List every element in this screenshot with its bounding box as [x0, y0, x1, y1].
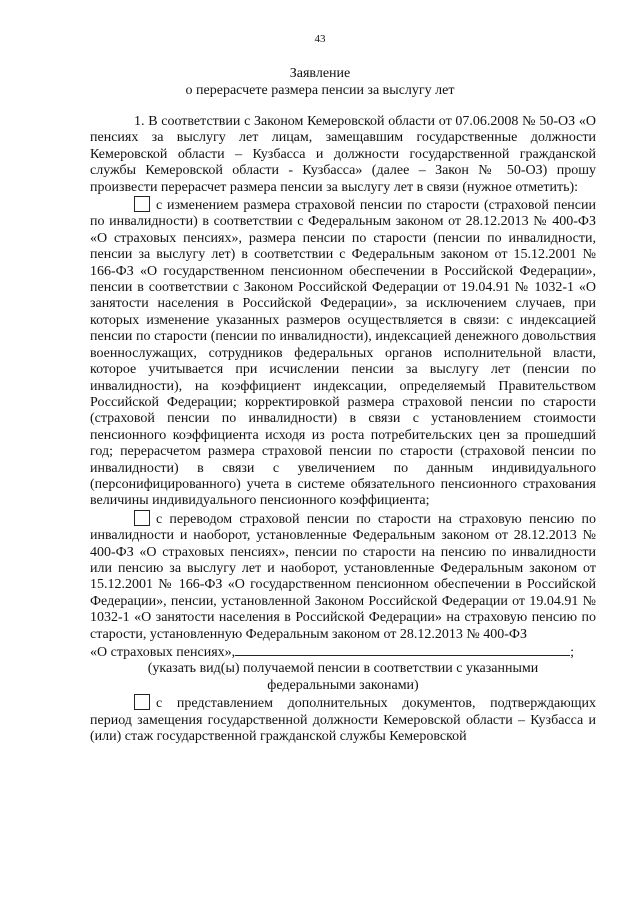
- option-1-text: с изменением размера страховой пенсии по старости (страховой пенсии по инвалидности) в соответствии с Федеральным законом от 28.12.2013 № 400-ФЗ «О страховых пенсиях», размера пенсии по старости (пенсии по инвалидности, пенсии за выслугу лет) в соответствии с Федеральным законом от 15.12.2001 № 166-ФЗ «О государственном пенсионном обеспечении в Российской Федерации», пенсии в соответствии с Законом Российской Федерации от 19.04.91 № 1032-1 «О занятости населения в Российской Федерации», за исключением случаев, при которых изменение указанных размеров осуществляется в связи: с индексацией пенсии по старости (пенсии по инвалидности), индексацией денежного довольствия военнослужащих, сотрудников федеральных органов исполнительной власти, которое учитывается при исчислении пенсии за выслугу лет (пенсии по инвалидности), на коэффициент индексации, определяемый Правительством Российской Федерации; корректировкой размера страховой пенсии по старости (страховой пенсии по инвалидности) в связи с установлением стоимости пенсионного коэффициента исходя из роста потребительских цен за прошедший год; перерасчетом размера страховой пенсии по старости (страховой пенсии по инвалидности) в связи с увеличением по данным индивидуального (персонифицированного) учета в системе обязательного пенсионного страхования величины индивидуального пенсионного коэффициента;: [90, 198, 596, 509]
- document-title: [0, 65, 640, 99]
- option-1: [90, 196, 596, 510]
- title-line-1: Заявление: [289, 66, 351, 81]
- intro-paragraph: 1. В соответствии с Законом Кемеровской области от 07.06.2008 № 50-ОЗ «О пенсиях за выслугу лет лицам, замещавшим государственные должности Кемеровской области – Кузбасса и должности государственной гражданской службы Кемеровской области - Кузбасса» (далее – Закон № 50-ОЗ) прошу произвести перерасчет размера пенсии за выслугу лет в связи (нужное отметить):: [90, 114, 596, 195]
- option-2-tail: «О страховых пенсиях»,: [90, 645, 236, 660]
- option-2-fill-row: [90, 643, 596, 661]
- option-3: [90, 694, 596, 745]
- pension-type-input-line[interactable]: [235, 643, 570, 656]
- option-3-checkbox[interactable]: [134, 694, 150, 710]
- page-number: 43: [314, 33, 326, 45]
- title-line-2: о перерасчете размера пенсии за выслугу лет: [185, 83, 455, 98]
- option-2-checkbox[interactable]: [134, 510, 150, 526]
- caption-line-2: федеральными законами): [267, 677, 419, 693]
- option-2-end: ;: [570, 645, 575, 660]
- option-1-checkbox[interactable]: [134, 196, 150, 212]
- document-body: [90, 114, 596, 745]
- option-2-text: с переводом страховой пенсии по старости на страховую пенсию по инвалидности и наоборот, установленные Федеральным законом от 28.12.2013 № 400-ФЗ «О страховых пенсиях», пенсии по старости на пенсию по инвалидности или пенсию за выслугу лет и наоборот, установленные Федеральным законом от 15.12.2001 № 166-ФЗ «О государственном пенсионном обеспечении в Российской Федерации», пенсии, установленной Законом Российской Федерации от 19.04.91 № 1032-1 «О занятости населения в Российской Федерации» на страховую пенсию по старости, установленную Федеральным законом от 28.12.2013 № 400-ФЗ: [90, 511, 596, 642]
- option-2: [90, 510, 596, 643]
- caption-line-1: (указать вид(ы) получаемой пенсии в соответствии с указанными: [147, 661, 539, 677]
- option-3-text: с представлением дополнительных документов, подтверждающих период замещения государственной должности Кемеровской области – Кузбасса и (или) стаж государственной гражданской службы Кемеровской: [90, 696, 596, 745]
